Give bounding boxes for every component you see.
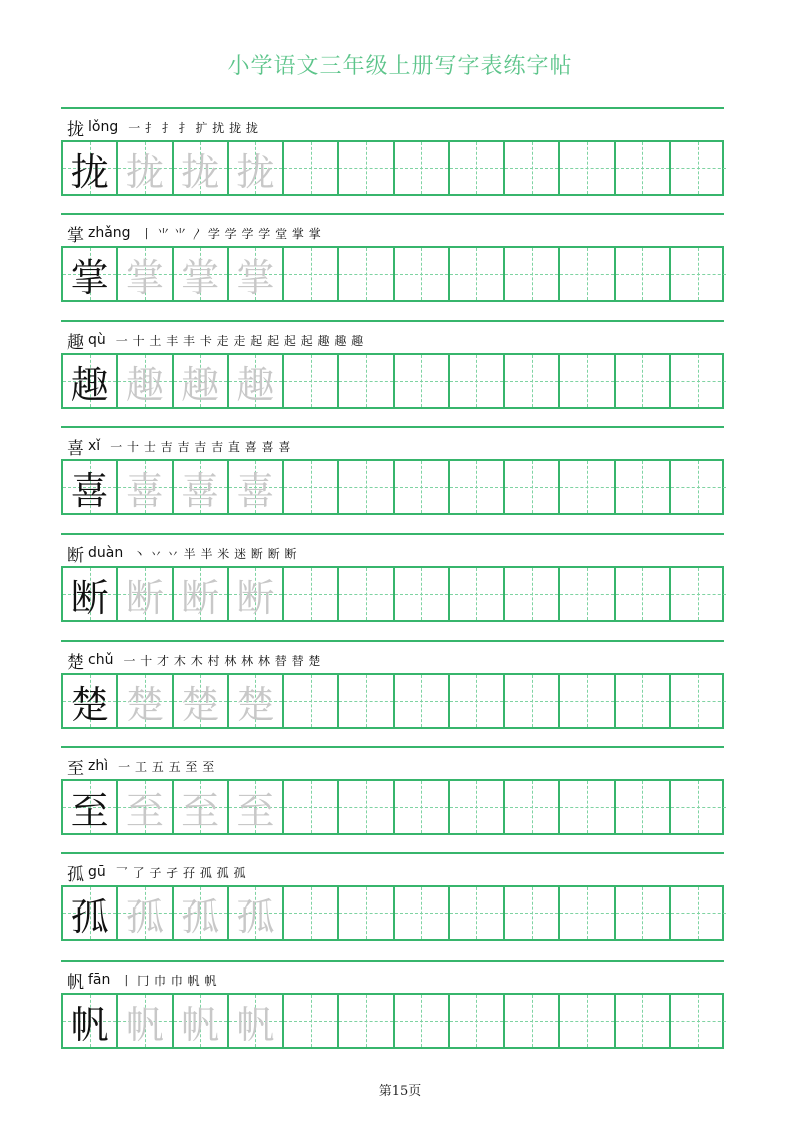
page-number: 第15页	[378, 1084, 422, 1099]
stroke-order: 一 十 士 吉 吉 吉 吉 直 喜 喜 喜	[110, 439, 291, 454]
blank-cell[interactable]	[339, 248, 394, 300]
blank-cell[interactable]	[284, 995, 339, 1047]
trace-char: 楚	[125, 682, 164, 727]
blank-cell[interactable]	[560, 675, 615, 727]
char-info	[67, 967, 217, 993]
blank-cell[interactable]	[671, 142, 726, 194]
trace-cell	[118, 142, 173, 194]
model-cell	[63, 248, 118, 300]
trace-cell	[229, 781, 284, 833]
pinyin-label: duàn	[88, 545, 124, 561]
trace-cell	[118, 355, 173, 407]
model-char: 掌	[70, 255, 109, 300]
blank-cell[interactable]	[339, 142, 394, 194]
pinyin-label: gū	[88, 864, 106, 880]
blank-cell[interactable]	[560, 887, 615, 939]
blank-cell[interactable]	[505, 887, 560, 939]
blank-cell[interactable]	[284, 142, 339, 194]
model-char: 拢	[70, 149, 109, 194]
model-cell	[63, 461, 118, 513]
practice-block	[61, 640, 724, 747]
trace-char: 趣	[125, 362, 164, 407]
trace-cell	[174, 248, 229, 300]
blank-cell[interactable]	[339, 675, 394, 727]
blank-cell[interactable]	[395, 355, 450, 407]
trace-cell	[118, 568, 173, 620]
blank-cell[interactable]	[616, 355, 671, 407]
blank-cell[interactable]	[671, 248, 726, 300]
blank-cell[interactable]	[450, 995, 505, 1047]
blank-cell[interactable]	[616, 995, 671, 1047]
separator-rule	[61, 640, 724, 642]
model-char: 断	[70, 575, 109, 620]
model-char: 喜	[70, 468, 109, 513]
blank-cell[interactable]	[616, 781, 671, 833]
trace-cell	[118, 995, 173, 1047]
trace-char: 帆	[236, 1002, 275, 1047]
model-cell	[63, 568, 118, 620]
trace-cell	[118, 675, 173, 727]
model-char: 趣	[70, 362, 109, 407]
trace-char: 楚	[236, 682, 275, 727]
trace-char: 喜	[236, 468, 275, 513]
blank-cell[interactable]	[339, 887, 394, 939]
char-label: 孤	[67, 864, 84, 885]
blank-cell[interactable]	[339, 355, 394, 407]
blank-cell[interactable]	[616, 675, 671, 727]
blank-cell[interactable]	[505, 675, 560, 727]
trace-cell	[174, 995, 229, 1047]
trace-char: 孤	[125, 894, 164, 939]
blank-cell[interactable]	[339, 461, 394, 513]
practice-block	[61, 533, 724, 640]
blank-cell[interactable]	[395, 781, 450, 833]
trace-char: 断	[125, 575, 164, 620]
blank-cell[interactable]	[339, 995, 394, 1047]
trace-cell	[174, 887, 229, 939]
stroke-order: 丶 丷 丷 半 半 米 迷 断 断 断	[133, 546, 298, 561]
blank-cell[interactable]	[560, 142, 615, 194]
separator-rule	[61, 320, 724, 322]
trace-char: 孤	[236, 894, 275, 939]
model-char: 帆	[70, 1002, 109, 1047]
blank-cell[interactable]	[616, 461, 671, 513]
model-cell	[63, 675, 118, 727]
blank-cell[interactable]	[616, 887, 671, 939]
practice-grid	[61, 885, 724, 941]
trace-char: 帆	[181, 1002, 220, 1047]
pinyin-label: zhǎng	[88, 225, 131, 241]
trace-char: 至	[236, 788, 275, 833]
char-label: 至	[67, 758, 84, 779]
trace-char: 断	[236, 575, 275, 620]
trace-char: 趣	[181, 362, 220, 407]
pinyin-label: chǔ	[88, 652, 114, 668]
blank-cell[interactable]	[505, 142, 560, 194]
blank-cell[interactable]	[560, 355, 615, 407]
blank-cell[interactable]	[284, 675, 339, 727]
trace-cell	[174, 461, 229, 513]
trace-cell	[174, 568, 229, 620]
model-char: 至	[70, 788, 109, 833]
stroke-order: 丨 ⺌ ⺌ 〳 学 学 学 学 堂 掌 掌	[140, 226, 322, 241]
blank-cell[interactable]	[284, 887, 339, 939]
model-cell	[63, 887, 118, 939]
model-char: 楚	[70, 682, 109, 727]
practice-grid	[61, 993, 724, 1049]
blank-cell[interactable]	[395, 142, 450, 194]
blank-cell[interactable]	[671, 887, 726, 939]
blank-cell[interactable]	[284, 568, 339, 620]
trace-cell	[174, 142, 229, 194]
char-info	[67, 540, 297, 566]
blank-cell[interactable]	[284, 781, 339, 833]
blank-cell[interactable]	[505, 995, 560, 1047]
trace-cell	[229, 355, 284, 407]
trace-char: 断	[181, 575, 220, 620]
blank-cell[interactable]	[616, 248, 671, 300]
model-char: 孤	[70, 894, 109, 939]
blank-cell[interactable]	[505, 355, 560, 407]
trace-cell	[229, 568, 284, 620]
trace-cell	[118, 781, 173, 833]
pinyin-label: lǒng	[88, 119, 119, 135]
blank-cell[interactable]	[671, 461, 726, 513]
trace-cell	[229, 461, 284, 513]
practice-block	[61, 852, 724, 959]
model-cell	[63, 995, 118, 1047]
practice-grid	[61, 459, 724, 515]
practice-block	[61, 213, 724, 320]
blank-cell[interactable]	[505, 568, 560, 620]
char-label: 楚	[67, 652, 84, 673]
stroke-order: 一 扌 扌 扌 扩 扰 拢 拢	[128, 120, 259, 135]
stroke-order: 一 工 五 五 至 至	[118, 759, 215, 774]
char-label: 断	[67, 545, 84, 566]
char-info	[67, 647, 321, 673]
char-label: 帆	[67, 972, 84, 993]
blank-cell[interactable]	[671, 781, 726, 833]
stroke-order: 丨 冂 巾 巾 帆 帆	[120, 973, 217, 988]
blank-cell[interactable]	[671, 355, 726, 407]
pinyin-label: xǐ	[88, 438, 101, 454]
blank-cell[interactable]	[560, 995, 615, 1047]
model-cell	[63, 781, 118, 833]
char-label: 拢	[67, 119, 84, 140]
pinyin-label: zhì	[88, 758, 109, 774]
separator-rule	[61, 746, 724, 748]
stroke-order: 一 十 土 丰 丰 卡 走 走 起 起 起 起 趣 趣 趣	[115, 333, 364, 348]
practice-grid	[61, 779, 724, 835]
practice-grid	[61, 140, 724, 196]
blank-cell[interactable]	[450, 887, 505, 939]
practice-block	[61, 746, 724, 853]
separator-rule	[61, 960, 724, 962]
trace-char: 拢	[181, 149, 220, 194]
trace-cell	[229, 142, 284, 194]
blank-cell[interactable]	[671, 675, 726, 727]
pinyin-label: fān	[88, 972, 111, 988]
blank-cell[interactable]	[284, 248, 339, 300]
trace-cell	[118, 248, 173, 300]
practice-block	[61, 960, 724, 1067]
practice-grid	[61, 353, 724, 409]
separator-rule	[61, 213, 724, 215]
trace-char: 孤	[181, 894, 220, 939]
practice-block	[61, 320, 724, 427]
pinyin-label: qù	[88, 332, 106, 348]
blank-cell[interactable]	[560, 568, 615, 620]
blank-cell[interactable]	[284, 461, 339, 513]
trace-cell	[229, 248, 284, 300]
trace-cell	[174, 781, 229, 833]
char-info	[67, 859, 246, 885]
char-label: 掌	[67, 225, 84, 246]
blank-cell[interactable]	[395, 568, 450, 620]
char-info	[67, 220, 321, 246]
trace-char: 帆	[125, 1002, 164, 1047]
char-info	[67, 433, 291, 459]
practice-block	[61, 426, 724, 533]
blank-cell[interactable]	[616, 568, 671, 620]
char-info	[67, 753, 215, 779]
separator-rule	[61, 852, 724, 854]
trace-cell	[229, 995, 284, 1047]
blank-cell[interactable]	[671, 995, 726, 1047]
trace-char: 喜	[125, 468, 164, 513]
practice-grid	[61, 673, 724, 729]
char-label: 趣	[67, 332, 84, 353]
blank-cell[interactable]	[671, 568, 726, 620]
trace-char: 楚	[181, 682, 220, 727]
practice-grid	[61, 246, 724, 302]
blank-cell[interactable]	[395, 675, 450, 727]
blank-cell[interactable]	[450, 461, 505, 513]
blank-cell[interactable]	[339, 568, 394, 620]
blank-cell[interactable]	[450, 248, 505, 300]
trace-cell	[229, 675, 284, 727]
trace-char: 拢	[236, 149, 275, 194]
blank-cell[interactable]	[450, 355, 505, 407]
blank-cell[interactable]	[339, 781, 394, 833]
blank-cell[interactable]	[450, 568, 505, 620]
blank-cell[interactable]	[395, 461, 450, 513]
blank-cell[interactable]	[505, 781, 560, 833]
blank-cell[interactable]	[395, 887, 450, 939]
trace-cell	[174, 355, 229, 407]
blank-cell[interactable]	[284, 355, 339, 407]
trace-cell	[118, 461, 173, 513]
blank-cell[interactable]	[560, 461, 615, 513]
page-title: 小学语文三年级上册写字表练字帖	[227, 54, 573, 79]
blank-cell[interactable]	[560, 781, 615, 833]
separator-rule	[61, 426, 724, 428]
blank-cell[interactable]	[395, 248, 450, 300]
trace-char: 趣	[236, 362, 275, 407]
trace-char: 拢	[125, 149, 164, 194]
blank-cell[interactable]	[450, 675, 505, 727]
separator-rule	[61, 107, 724, 109]
trace-cell	[229, 887, 284, 939]
trace-cell	[118, 887, 173, 939]
trace-char: 掌	[125, 255, 164, 300]
trace-char: 喜	[181, 468, 220, 513]
blank-cell[interactable]	[450, 142, 505, 194]
practice-grid	[61, 566, 724, 622]
model-cell	[63, 355, 118, 407]
practice-block	[61, 107, 724, 214]
char-label: 喜	[67, 438, 84, 459]
stroke-order: 乛 了 子 孑 孖 孤 孤 孤	[115, 865, 246, 880]
blank-cell[interactable]	[616, 142, 671, 194]
trace-char: 至	[181, 788, 220, 833]
trace-char: 掌	[236, 255, 275, 300]
char-info	[67, 114, 258, 140]
blank-cell[interactable]	[560, 248, 615, 300]
trace-cell	[174, 675, 229, 727]
trace-char: 至	[125, 788, 164, 833]
model-cell	[63, 142, 118, 194]
blank-cell[interactable]	[450, 781, 505, 833]
blank-cell[interactable]	[505, 248, 560, 300]
blank-cell[interactable]	[395, 995, 450, 1047]
separator-rule	[61, 533, 724, 535]
char-info	[67, 327, 364, 353]
stroke-order: 一 十 才 木 木 村 林 林 林 替 替 楚	[123, 653, 321, 668]
blank-cell[interactable]	[505, 461, 560, 513]
trace-char: 掌	[181, 255, 220, 300]
